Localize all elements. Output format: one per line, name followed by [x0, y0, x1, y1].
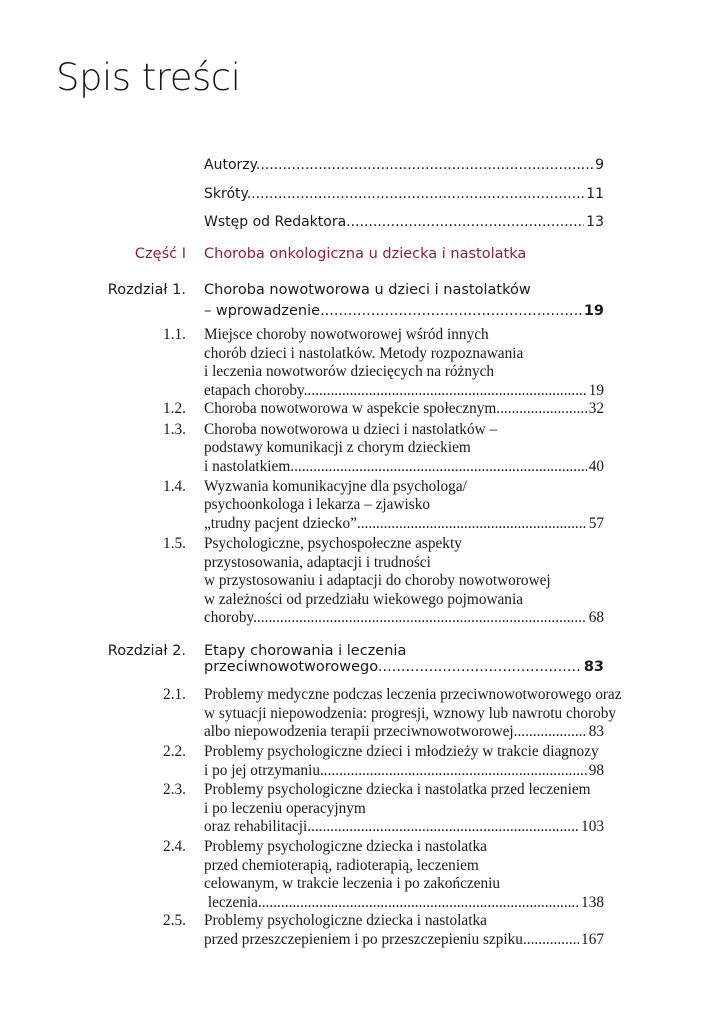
section-line: Problemy psychologiczne dziecka i nastolatka [204, 912, 487, 930]
chapter-title-line: Choroba nowotworowa u dzieci i nastolatków [204, 282, 531, 298]
part-title: Choroba onkologiczna u dziecka i nastolatka [204, 246, 527, 262]
section-page: 138 [581, 893, 604, 911]
toc-entry-abbreviations[interactable] [204, 181, 604, 207]
section-page: 40 [588, 457, 604, 475]
toc-entry-foreword[interactable] [204, 209, 604, 235]
chapter-page: 83 [583, 659, 604, 675]
section-line: przystosowania, adaptacji i trudności [204, 553, 431, 571]
section-page: 98 [588, 761, 604, 779]
page-title: Spis treści [56, 56, 241, 99]
section-line: i leczenia nowotworów dziecięcych na różnych [204, 363, 495, 381]
chapter-label: Rozdział 2. [107, 643, 186, 659]
section-page: 167 [581, 931, 604, 948]
section-line: Choroba nowotworowa w aspekcie społecznym ..... 32 [204, 400, 604, 419]
section-line: chorób dzieci i nastolatków. Metody rozpoznawania [204, 344, 524, 362]
section-line: Problemy psychologiczne dzieci i młodzieży w trakcie diagnozy [204, 743, 599, 760]
chapter-page: 19 [583, 303, 604, 319]
chapter-label: Rozdział 1. [107, 282, 186, 298]
section-line: psychoonkologa i lekarza – zjawisko [204, 496, 430, 514]
entry-page: 9 [595, 157, 604, 173]
section-line: przed chemioterapią, radioterapią, leczeniem [204, 856, 479, 874]
section-line: Choroba nowotworowa u dzieci i nastolatków – [204, 420, 498, 438]
part-label: Część I [134, 246, 186, 262]
section-line: w zależności od przedziału wiekowego pojmowania [204, 590, 523, 608]
entry-title: Skróty ..... [204, 181, 584, 207]
section-line: Psychologiczne, psychospołeczne aspekty [204, 535, 462, 552]
section-number: 1.2. [163, 400, 186, 418]
entry-page: 11 [586, 186, 604, 202]
section-line: oraz rehabilitacji ..... 103 [204, 818, 604, 837]
section-number: 2.2. [163, 743, 186, 760]
section-number: 2.5. [163, 912, 186, 930]
section-line: etapach choroby ..... 19 [204, 382, 604, 401]
chapter-title-line: przeciwnowotworowego ..... 83 [204, 656, 604, 678]
chapter-title-line: Etapy chorowania i leczenia [204, 643, 407, 659]
section-number: 1.3. [163, 420, 186, 438]
section-page: 83 [588, 723, 604, 741]
section-page: 68 [588, 609, 604, 627]
section-line: przed przeszczepieniem i po przeszczepieniu szpiku ..... 167 [204, 931, 604, 950]
entry-title: Wstęp od Redaktora ..... [204, 209, 584, 235]
chapter-title-line: – wprowadzenie ..... 19 [204, 300, 604, 322]
section-line: i nastolatkiem ..... 40 [204, 458, 604, 477]
toc-entry-authors[interactable] [204, 152, 604, 178]
section-page: 32 [588, 400, 604, 418]
section-line: Wyzwania komunikacyjne dla psychologa/ [204, 477, 467, 495]
section-line: Problemy psychologiczne dziecka i nastolatka przed leczeniem [204, 781, 591, 798]
section-page: 19 [588, 381, 604, 399]
section-line: podstawy komunikacji z chorym dzieckiem [204, 439, 471, 457]
section-line: celowanym, w trakcie leczenia i po zakończeniu [204, 875, 501, 893]
section-line: Problemy medyczne podczas leczenia przeciwnowotworowego oraz [204, 686, 622, 703]
entry-title: Autorzy ..... [204, 152, 593, 178]
section-line: albo niepowodzenia terapii przeciwnowotworowej ..... 83 [204, 723, 604, 742]
entry-page: 13 [586, 214, 604, 230]
section-number: 1.5. [163, 535, 186, 552]
section-page: 57 [588, 515, 604, 532]
section-line: w przystosowaniu i adaptacji do choroby nowotworowej [204, 572, 551, 590]
section-number: 1.4. [163, 477, 186, 495]
section-line: choroby ..... 68 [204, 609, 604, 628]
section-line: „trudny pacjent dziecko” ..... 57 [204, 515, 604, 534]
section-number: 2.4. [163, 838, 186, 855]
section-line: Miejsce choroby nowotworowej wśród innych [204, 326, 489, 343]
section-page: 103 [581, 818, 604, 836]
section-line: i po jej otrzymaniu ..... 98 [204, 762, 604, 781]
section-line: i po leczeniu operacyjnym [204, 799, 366, 817]
section-line: leczenia ..... 138 [204, 894, 604, 913]
section-number: 2.3. [163, 781, 186, 798]
section-number: 2.1. [163, 686, 186, 703]
section-number: 1.1. [163, 326, 186, 343]
section-line: Problemy psychologiczne dziecka i nastolatka [204, 838, 487, 855]
section-line: w sytuacji niepowodzenia: progresji, wznowy lub nawrotu choroby [204, 704, 617, 722]
